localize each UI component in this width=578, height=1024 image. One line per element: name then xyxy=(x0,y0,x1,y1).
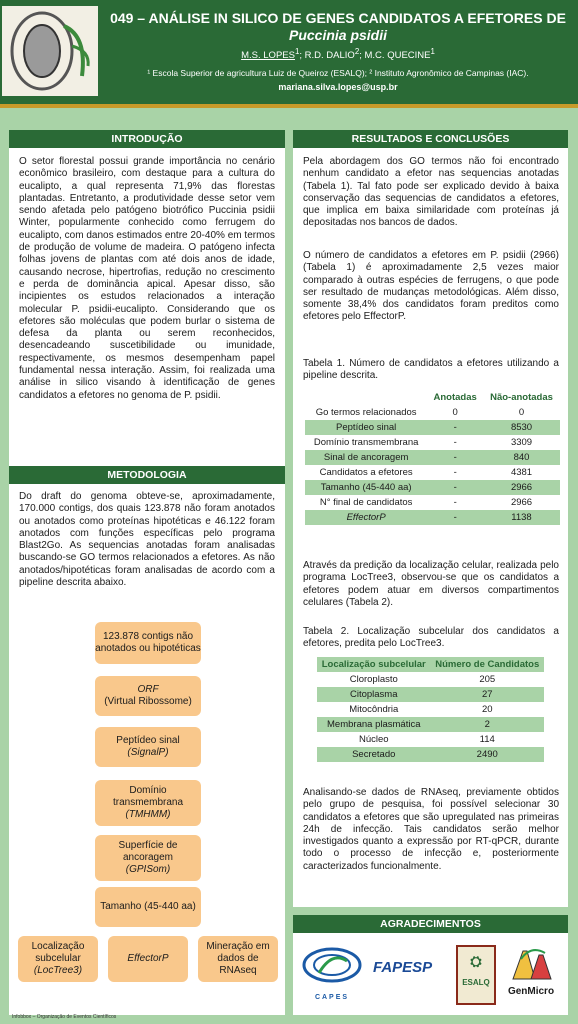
table-row: Tamanho (45-440 aa) - 2966 xyxy=(305,480,560,495)
table-row: Cloroplasto 205 xyxy=(317,672,544,687)
poster-title: 049 – ANÁLISE IN SILICO DE GENES CANDIDATOS A EFETORES DE Puccinia psidii xyxy=(110,10,566,43)
results-paragraph-3: Através da predição da localização celular, realizada pelo programa LocTree3, observou-se que os candidatos a efetores podem atuar em diversos compartimentos celulares (Tabela 2). xyxy=(303,560,559,608)
fapesp-logo: FAPESP xyxy=(373,959,433,976)
acknowledgements-panel xyxy=(293,915,568,1015)
flow-box-effectorp: EffectorP xyxy=(108,936,188,982)
header-logo xyxy=(2,6,98,96)
intro-heading: INTRODUÇÃO xyxy=(9,130,285,148)
poster-header xyxy=(0,0,578,108)
table1-header-empty xyxy=(305,390,427,405)
left-column xyxy=(9,130,285,1015)
results-paragraph-2: O número de candidatos a efetores em P. psidii (2966) (Tabela 1) é aproximadamente 2,5 vezes maior comparado à outras espécies de ferrugens, o que pode ser resultado de mudanças metodológicas. Além disso, somente 38,4% dos candidatos foram preditos como efetores pelo EffectorP. xyxy=(303,250,559,323)
table-row: Peptídeo sinal - 8530 xyxy=(305,420,560,435)
table-row: Secretado 2490 xyxy=(317,747,544,762)
ack-heading: AGRADECIMENTOS xyxy=(293,915,568,933)
footer-credit: Infobbox – Organização de Eventos Científicos xyxy=(12,1014,117,1020)
flow-box-tmhmm: Domínio transmembrana (TMHMM) xyxy=(95,780,201,826)
table-2 xyxy=(317,657,544,762)
esalq-logo: ⛭ ESALQ xyxy=(456,945,496,1005)
results-heading: RESULTADOS E CONCLUSÕES xyxy=(293,130,568,148)
table-row: Candidatos a efetores - 4381 xyxy=(305,465,560,480)
table-row: N° final de candidatos - 2966 xyxy=(305,495,560,510)
table-row: Membrana plasmática 2 xyxy=(317,717,544,732)
intro-text: O setor florestal possui grande importância no cenário econômico brasileiro, com destaque para a cultura do eucalipto, a qual representa 71,9% das florestas plantadas. Entretanto, a produtividade desse setor vem sendo afetada pelo patógeno biotrófico Puccinia psidii Winter, popularmente conhecido como ferrugem do eucalipto, com danos estimados entre 20-40% em termos de produção de volume de madeira. O patógeno infecta folhas jovens de plantas com até dois anos de idade, causando necrose, hipertrofias, redução no crescimento e perda de dominância apical. Apesar disso, são incipientes os estudos relacionados a interação molecular P. psidii-eucalipto. Considerando que os efetores são moléculas que podem burlar o sistema de defesa da planta ou serem reconhecidos, desencadeando suscetibilidade ou imunidade, respectivamente, os mesmos desempenham papel fundamental nessa interação. Assim, foi realizada uma análise in silico visando à identificação de genes candidatos a efetores no genoma de P. psidii. xyxy=(19,156,275,401)
table1-header-nao-anotadas: Não-anotadas xyxy=(483,390,560,405)
authors: M.S. LOPES$^1$; R.D. DALIO$^2$; M.C. QUECINE$^1$ xyxy=(241,47,435,62)
flow-box-loctree: Localização subcelular (LocTree3) xyxy=(18,936,98,982)
results-paragraph-4: Analisando-se dados de RNAseq, previamente obtidos pelo grupo de pesquisa, foi possível selecionar 30 candidatos a efetores que são upregulated nas primeiras 24h de infecção. Tais candidatos serão melhor investigados quanto a expressão por RT-qPCR, durante todo o processo de infecção e, posteriormente caracterizados funcionalmente. xyxy=(303,787,559,872)
genmicro-logo: GenMicro xyxy=(500,945,562,1005)
contact-email: mariana.silva.lopes@usp.br xyxy=(278,82,398,92)
methods-heading: METODOLOGIA xyxy=(9,466,285,484)
table-row: Mitocôndria 20 xyxy=(317,702,544,717)
table-row: EffectorP - 1138 xyxy=(305,510,560,525)
table1-header-anotadas: Anotadas xyxy=(427,390,483,405)
flow-box-size: Tamanho (45-440 aa) xyxy=(95,887,201,927)
methods-text: Do draft do genoma obteve-se, aproximadamente, 170.000 contigs, dos quais 123.878 não foram anotados ou anotados como proteínas hipotéticas e 46.122 foram anotados com funções específicas pelo programa Blast2Go. As sequencias anotadas foram analisadas buscando-se GO termos relacionados a efetores. As não anotados/hipotéticas foram analisadas de acordo com a pipeline descrita abaixo. xyxy=(19,491,275,589)
table-row: Núcleo 114 xyxy=(317,732,544,747)
flow-box-rnaseq: Mineração em dados de RNAseq xyxy=(198,936,278,982)
affiliations: ¹ Escola Superior de agricultura Luiz de Queiroz (ESALQ); ² Instituto Agronômico de Campinas (IAC). xyxy=(147,68,529,78)
flow-box-contigs: 123.878 contigs não anotados ou hipotéticas xyxy=(95,622,201,664)
table2-header-localizacao: Localização subcelular xyxy=(317,657,431,672)
flow-box-gpisom: Superfície de ancoragem (GPISom) xyxy=(95,835,201,881)
table-row: Go termos relacionados 0 0 xyxy=(305,405,560,420)
table1-caption: Tabela 1. Número de candidatos a efetores utilizando a pipeline descrita. xyxy=(303,358,559,382)
capes-logo: CAPES xyxy=(301,945,363,1005)
flow-box-signalp: Peptídeo sinal (SignalP) xyxy=(95,727,201,767)
table-row: Sinal de ancoragem - 840 xyxy=(305,450,560,465)
table-1 xyxy=(305,390,560,525)
table2-caption: Tabela 2. Localização subcelular dos candidatos a efetores, predita pelo LocTree3. xyxy=(303,626,559,650)
flow-box-orf: ORF (Virtual Ribossome) xyxy=(95,676,201,716)
table2-header-numero: Número de Candidatos xyxy=(431,657,545,672)
table-row: Citoplasma 27 xyxy=(317,687,544,702)
results-paragraph-1: Pela abordagem dos GO termos não foi encontrado nenhum candidato a efetor nas sequencias anotadas (Tabela 1). Tal fato pode ser explicado devido à baixa conservação das sequencias de candidatos a efetores, que implica em baixa similaridade com proteínas já depositadas nos bancos de dados. xyxy=(303,156,559,229)
table-row: Domínio transmembrana - 3309 xyxy=(305,435,560,450)
